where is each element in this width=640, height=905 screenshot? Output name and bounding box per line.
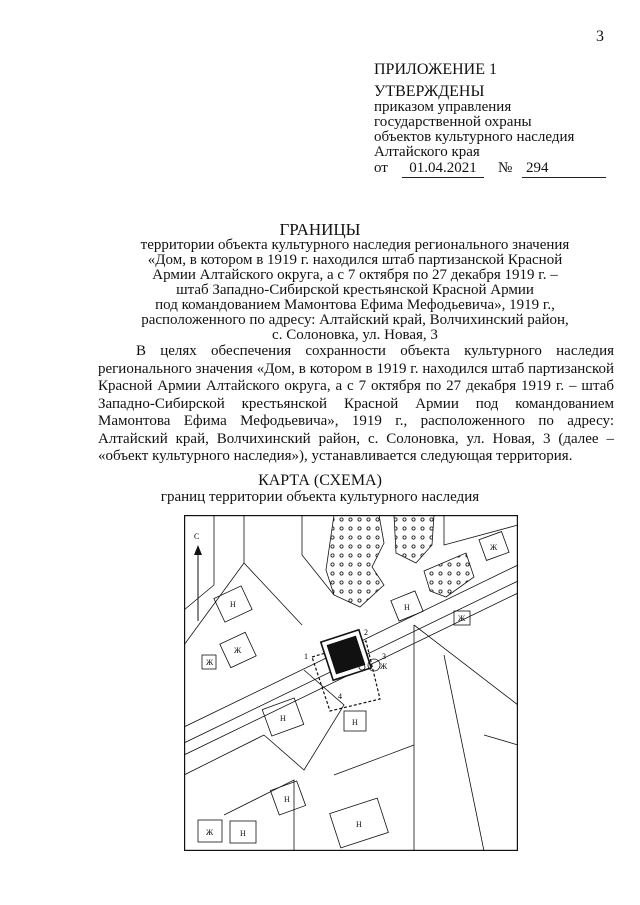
building-label: Ж (234, 646, 242, 655)
building-label: Н (352, 718, 358, 727)
document-heading: ГРАНИЦЫ (279, 220, 361, 239)
green-area (326, 515, 384, 607)
building-label: Ж (206, 658, 214, 667)
approval-order-line: государственной охраны (374, 114, 532, 130)
building-label: Ж (458, 614, 466, 623)
site-map (184, 515, 518, 851)
site-map-drawing (184, 515, 518, 851)
approval-date-line (374, 160, 614, 178)
boundary-point-label: 1 (304, 652, 308, 661)
document-subtitle: территории объекта культурного наследия регионального значения «Дом, в котором в 1919 г. находился штаб партизанской Красной Армии Алтайского округа, а с 7 октября по 27 декабря 1919 г. – штаб Западно-Сибирской крестьянской Красной Армии под командованием Мамонтова Ефима Мефодьевича», 1919 г., расположенного по адресу: Алтайский край, Волчихинский район, с. Солоновка, ул. Новая, 3 (140, 237, 570, 343)
building-label: Н (284, 795, 290, 804)
north-label: С (194, 532, 200, 541)
approval-order-line: приказом управления (374, 99, 512, 115)
building-label: Н (404, 603, 410, 612)
body-paragraph: В целях обеспечения сохранности объекта культурного наследия регионального значения «Дом, в котором в 1919 г. находился штаб партизанской Красной Армии Алтайского округа, а с 7 октября по 27 декабря 1919 г. – штаб Западно-Сибирской крестьянской Красной Армии под командованием Мамонтова Ефима Мефодьевича», 1919 г., расположенного по адресу: Алтайский край, Волчихинский район, с. Солоновка, ул. Новая, 3 (далее – «объект культурного наследия»), устанавливается следующая территория. (98, 343, 614, 464)
building-label: Ж (380, 662, 388, 671)
approval-date: 01.04.2021 (402, 160, 484, 178)
appendix-title: ПРИЛОЖЕНИЕ 1 (374, 61, 498, 78)
date-prefix: от (374, 160, 388, 176)
approval-number: 294 (522, 160, 606, 178)
approved-title: УТВЕРЖДЕНЫ (374, 83, 485, 100)
building-label: Ж (206, 828, 214, 837)
map-title: КАРТА (СХЕМА) (258, 472, 382, 489)
approval-order-line: Алтайского края (374, 144, 480, 160)
building-label: Н (230, 600, 236, 609)
number-prefix: № (498, 160, 513, 176)
boundary-point-label: 4 (338, 692, 342, 701)
approval-order-line: объектов культурного наследия (374, 129, 575, 145)
building-label: Н (280, 714, 286, 723)
map-subtitle: границ территории объекта культурного наследия (160, 489, 480, 505)
building-label: Н (240, 829, 246, 838)
building-label: Н (356, 820, 362, 829)
boundary-point-label: 3 (382, 652, 386, 661)
boundary-point-label: 2 (364, 628, 368, 637)
page-number: 3 (596, 28, 604, 45)
building-label: Ж (490, 543, 498, 552)
